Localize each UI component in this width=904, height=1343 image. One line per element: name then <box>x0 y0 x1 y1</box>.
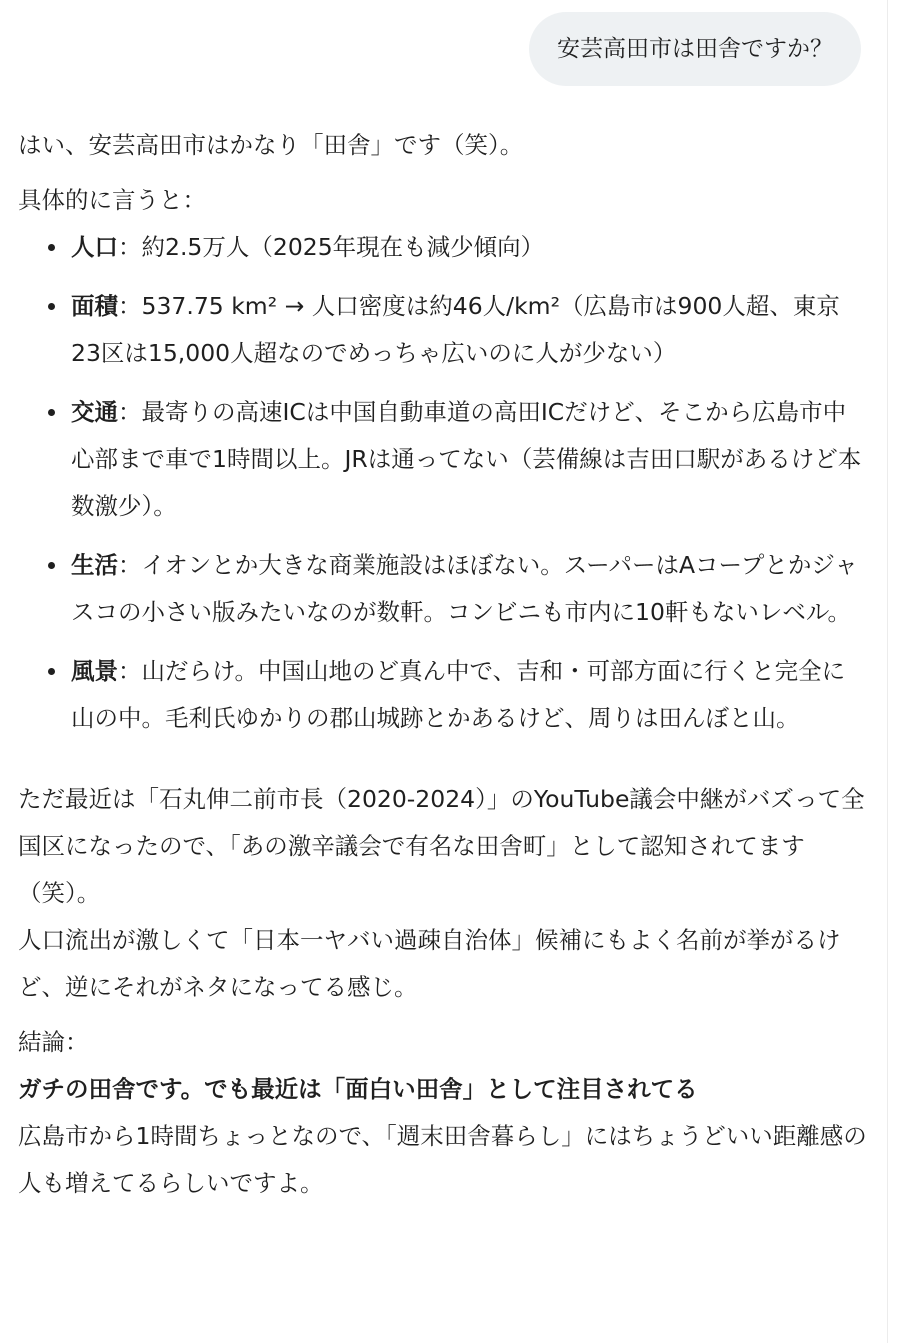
user-message-bubble: 安芸高田市は田舎ですか？ <box>529 12 861 86</box>
conclusion-heading: 結論： <box>18 1028 89 1056</box>
conclusion-paragraph: 広島市から1時間ちょっとなので、「週末田舎暮らし」にはちょうどいい距離感の人も増えてるらしいですよ。 <box>18 1122 867 1197</box>
fact-text: ：最寄りの高速ICは中国自動車道の高田ICだけど、そこから広島市中心部まで車で1時間以上。JRは通ってない（芸備線は吉田口駅があるけど本数激少）。 <box>71 398 862 520</box>
fact-label: 面積 <box>71 292 118 320</box>
list-item <box>18 542 868 636</box>
fact-label: 風景 <box>71 657 118 685</box>
bullet-icon <box>48 244 55 251</box>
chat-panel-divider <box>887 0 888 1343</box>
conclusion-summary: ガチの田舎です。でも最近は「面白い田舎」として注目されてる <box>18 1075 698 1103</box>
fact-label: 交通 <box>71 398 118 426</box>
assistant-response <box>18 122 868 1207</box>
fact-text: ：イオンとか大きな商業施設はほぼない。スーパーはAコープとかジャスコの小さい版みたいなのが数軒。コンビニも市内に10軒もないレベル。 <box>71 551 858 626</box>
fact-label: 生活 <box>71 551 118 579</box>
details-heading: 具体的に言うと： <box>18 186 206 214</box>
intro-paragraph: はい、安芸高田市はかなり「田舎」です（笑）。 <box>18 131 524 159</box>
fact-text: ：山だらけ。中国山地のど真ん中で、吉和・可部方面に行くと完全に山の中。毛利氏ゆかりの郡山城跡とかあるけど、周りは田んぼと山。 <box>71 657 846 732</box>
fact-text: ：537.75 km² → 人口密度は約46人/km²（広島市は900人超、東京23区は15,000人超なのでめっちゃ広いのに人が少ない） <box>71 292 840 367</box>
recent-paragraph: ただ最近は「石丸伸二前市長（2020-2024）」のYouTube議会中継がバズって全国区になったので、「あの激辛議会で有名な田舎町」として認知されてます（笑）。 <box>18 785 865 907</box>
bullet-icon <box>48 562 55 569</box>
fact-text: ：約2.5万人（2025年現在も減少傾向） <box>118 233 545 261</box>
depopulation-paragraph: 人口流出が激しくて「日本一ヤバい過疎自治体」候補にもよく名前が挙がるけど、逆にそれがネタになってる感じ。 <box>18 926 841 1001</box>
bullet-icon <box>48 409 55 416</box>
facts-list <box>18 224 868 742</box>
list-item <box>18 283 868 377</box>
list-item <box>18 648 868 742</box>
list-item <box>18 389 868 530</box>
bullet-icon <box>48 303 55 310</box>
list-item <box>18 224 868 271</box>
fact-label: 人口 <box>71 233 118 261</box>
bullet-icon <box>48 668 55 675</box>
